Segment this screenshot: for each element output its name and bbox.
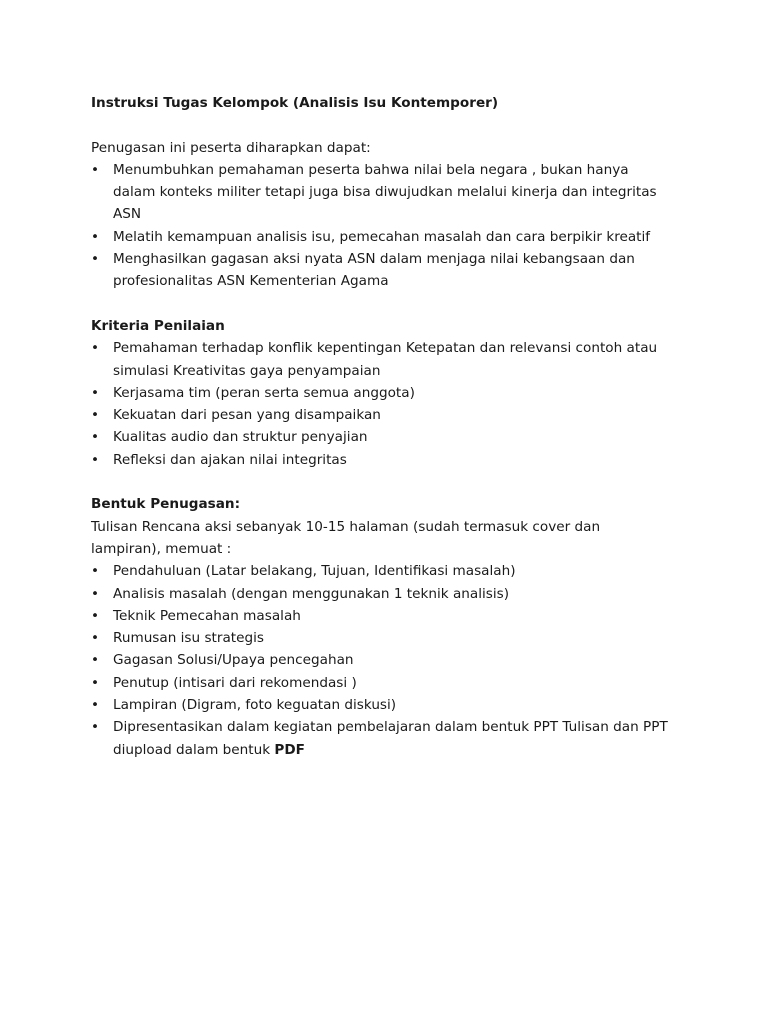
contents-text: Gagasan Solusi/Upaya pencegahan xyxy=(113,652,354,669)
list-item xyxy=(91,694,671,716)
list-item xyxy=(91,560,671,582)
list-item xyxy=(91,627,671,649)
criteria-text: Kualitas audio dan struktur penyajian xyxy=(113,429,368,446)
list-item xyxy=(91,449,671,471)
bullet-icon: • xyxy=(91,630,100,647)
list-item xyxy=(91,583,671,605)
contents-text: Analisis masalah (dengan menggunakan 1 teknik analisis) xyxy=(113,585,510,602)
bullet-icon: • xyxy=(91,429,100,446)
document-page xyxy=(91,92,671,761)
criteria-text: Refleksi dan ajakan nilai integritas xyxy=(113,451,347,468)
criteria-text: Kerjasama tim (peran serta semua anggota) xyxy=(113,384,415,401)
bullet-icon: • xyxy=(91,161,100,178)
contents-text: Rumusan isu strategis xyxy=(113,630,264,647)
goal-text: Melatih kemampuan analisis isu, pemecahan masalah dan cara berpikir kreatif xyxy=(113,228,651,245)
criteria-text: Kekuatan dari pesan yang disampaikan xyxy=(113,407,381,424)
bullet-icon: • xyxy=(91,652,100,669)
bullet-icon: • xyxy=(91,697,100,714)
bullet-icon: • xyxy=(91,451,100,468)
list-item xyxy=(91,337,671,382)
bullet-icon: • xyxy=(91,719,100,736)
criteria-heading: Kriteria Penilaian xyxy=(91,317,225,334)
bullet-icon: • xyxy=(91,228,100,245)
contents-text: Dipresentasikan dalam kegiatan pembelajaran dalam bentuk PPT Tulisan dan PPT diupload dalam bentuk xyxy=(113,719,668,758)
criteria-text: Pemahaman terhadap konflik kepentingan Ketepatan dan relevansi contoh atau simulasi Kreativitas gaya penyampaian xyxy=(113,340,658,379)
bullet-icon: • xyxy=(91,407,100,424)
bullet-icon: • xyxy=(91,251,100,268)
bullet-icon: • xyxy=(91,585,100,602)
contents-text: Teknik Pemecahan masalah xyxy=(113,607,301,624)
bullet-icon: • xyxy=(91,563,100,580)
pdf-label: PDF xyxy=(274,741,305,758)
contents-list xyxy=(91,560,671,761)
list-item xyxy=(91,605,671,627)
bullet-icon: • xyxy=(91,340,100,357)
goal-text: Menghasilkan gagasan aksi nyata ASN dalam menjaga nilai kebangsaan dan profesionalitas ASN Kementerian Agama xyxy=(113,251,635,290)
list-item xyxy=(91,226,671,248)
list-item xyxy=(91,672,671,694)
list-item xyxy=(91,248,671,293)
list-item xyxy=(91,716,671,761)
spacer xyxy=(91,114,671,136)
document-title: Instruksi Tugas Kelompok (Analisis Isu Kontemporer) xyxy=(91,95,499,111)
list-item xyxy=(91,426,671,448)
bullet-icon: • xyxy=(91,674,100,691)
intro-text: Penugasan ini peserta diharapkan dapat: xyxy=(91,139,371,156)
criteria-list xyxy=(91,337,671,471)
list-item xyxy=(91,649,671,671)
bullet-icon: • xyxy=(91,384,100,401)
bullet-icon: • xyxy=(91,607,100,624)
contents-text: Pendahuluan (Latar belakang, Tujuan, Identifikasi masalah) xyxy=(113,563,516,580)
contents-text: Lampiran (Digram, foto keguatan diskusi) xyxy=(113,697,397,714)
goals-list xyxy=(91,159,671,293)
format-intro: Tulisan Rencana aksi sebanyak 10-15 halaman (sudah termasuk cover dan lampiran), memuat : xyxy=(91,518,601,557)
goal-text: Menumbuhkan pemahaman peserta bahwa nilai bela negara , bukan hanya dalam konteks militer tetapi juga bisa diwujudkan melalui kinerja dan integritas ASN xyxy=(113,161,657,223)
list-item xyxy=(91,404,671,426)
contents-text: Penutup (intisari dari rekomendasi ) xyxy=(113,674,357,691)
spacer xyxy=(91,471,671,493)
list-item xyxy=(91,159,671,226)
spacer xyxy=(91,293,671,315)
format-heading: Bentuk Penugasan: xyxy=(91,496,241,513)
list-item xyxy=(91,382,671,404)
